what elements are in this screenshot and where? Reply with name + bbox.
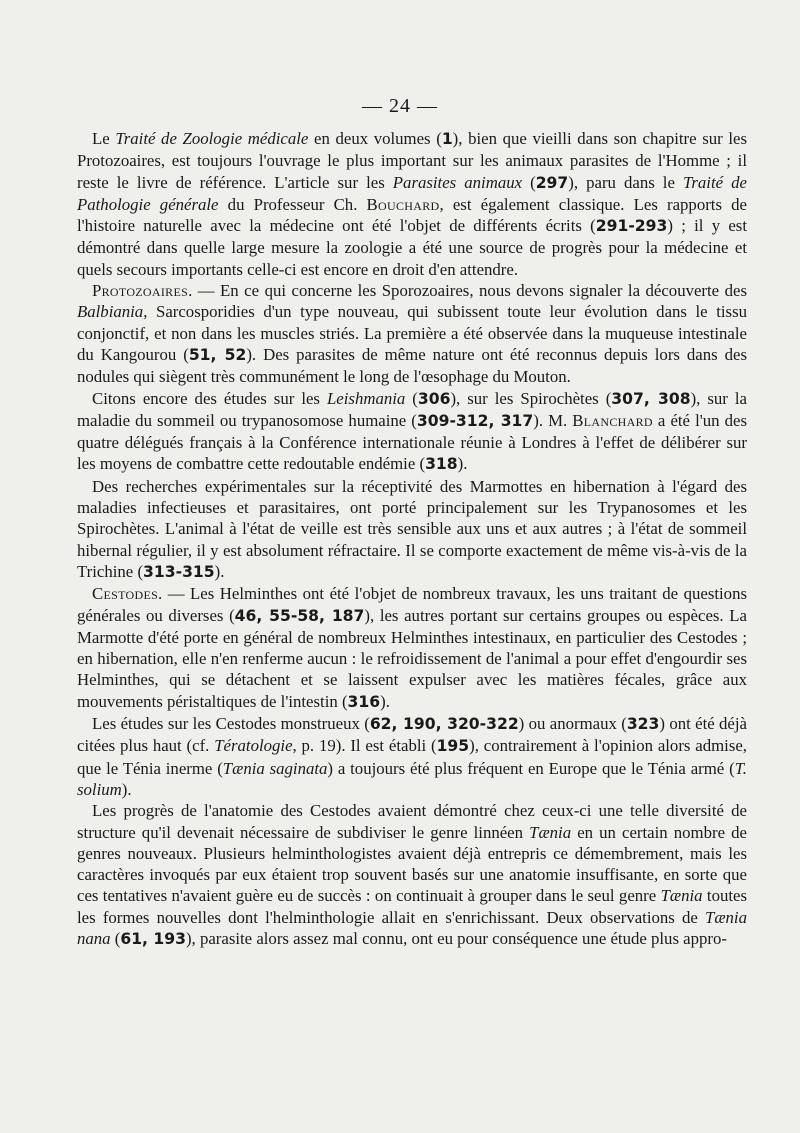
small-caps-text: Protozoaires [92,281,189,301]
paragraph-p3 [77,388,747,476]
reference-number: 195 [436,737,470,756]
text-segment: ), les autres portant sur certains groupes ou espèces. La Marmotte d'été porte en général de nombreux Helminthes intestinaux, en particulier des Cestodes ; en hibernation, elle n'en renferme aucun : le refroidissement de l'animal a pour effet d'engourdir ses Helminthes, qui se détachent et se laissent expulser avec les matières fécales, grâce aux mouvements péristaltiques de l'intestin ( [77,605,747,711]
reference-number: 297 [535,173,569,192]
text-segment: ) ; il y est démontré dans quelle large mesure la zoologie a été une source de progrès pour la médecine et quels secours importants celle-ci est encore en droit d'en attendre. [77,216,748,279]
reference-number: 62, 190, 320-322 [369,715,519,734]
reference-number: 309-312, 317 [416,411,534,430]
text-segment: ), contrairement à l'opinion alors admise, que le Ténia inerme ( [77,736,747,778]
reference-number: 323 [626,715,660,734]
text-segment: ) a toujours été plus fréquent en Europe que le Ténia armé ( [327,758,735,778]
text-segment: Citons encore des études sur les [92,388,327,408]
text-segment: Les progrès de l'anatomie des Cestodes avaient démontré chez ceux-ci une telle diversité de structure qu'il devenait nécessaire de subdiviser le genre linnéen [77,801,747,842]
italic-text: Tænia saginata [222,758,328,778]
text-segment: du Professeur Ch. [218,194,367,214]
italic-text: Parasites animaux [392,172,523,192]
text-segment: ( [110,928,121,948]
italic-text: Tænia nana [77,907,747,948]
text-segment: , est également classique. Les rapports de l'histoire naturelle avec la médecine ont été l'objet de différents écrits ( [77,194,747,236]
paragraph-p2 [77,280,747,387]
text-segment: ). Des parasites de même nature ont été reconnus depuis lors dans des nodules qui siègent très communément le long de l'œsophage du Mouton. [77,344,747,387]
text-segment: ), bien que vieilli dans son chapitre sur les Protozoaires, est toujours l'ouvrage le plus important sur les animaux parasites de l'Homme ; il reste le livre de référence. L'article sur les [77,129,747,192]
text-segment: ) ont été déjà citées plus haut (cf. [77,714,747,756]
italic-text: Traité de Pathologie générale [77,172,747,214]
small-caps-text: Bouchard [366,194,440,214]
text-segment: ), paru dans le [568,172,683,192]
italic-text: Traité de Zoologie médicale [115,129,309,148]
text-segment: ). [214,561,225,581]
reference-number: 61, 193 [120,929,186,948]
text-segment: , p. 19). Il est établi ( [292,736,437,756]
paragraph-p6 [77,713,747,800]
text-segment: ( [522,172,536,192]
reference-number: 46, 55-58, 187 [234,606,365,625]
text-segment: ) ou anormaux ( [518,714,627,734]
text-segment: . — Les Helminthes ont été l'objet de nombreux travaux, les uns traitant de questions générales ou diverses ( [77,584,747,625]
text-segment: ( [405,388,418,408]
paragraph-p7 [77,800,747,950]
text-segment: a été l'un des quatre délégués français à la Conférence internationale réunie à Londres à l'effet de délibérer sur les moyens de combattre cette redoutable endémie ( [77,410,747,474]
reference-number: 313-315 [143,562,215,581]
italic-text: Leishmania [326,388,406,408]
reference-number: 307, 308 [611,389,691,408]
italic-text: Balbiania [77,302,144,322]
reference-number: 316 [347,692,381,711]
text-segment: ). [457,454,468,474]
paragraph-p5 [77,583,747,713]
text-segment: en deux volumes ( [308,129,442,148]
text-segment: , Sarcosporidies d'un type nouveau, qui subissent toute leur évolution dans le tissu conjonctif, et non dans les muscles striés. La première a été observée dans la muqueuse intestinale du Kangourou ( [77,302,747,364]
italic-text: Tératologie [214,736,293,756]
page-number: — 24 — [362,95,438,117]
paragraph-p4 [77,476,747,583]
text-segment: en un certain nombre de genres nouveaux. Plusieurs helminthologistes avaient déjà entrepris ce démembrement, mais les caractères invoqués par eux étaient trop souvent basés sur une anatomie insuffisante, en sorte que ces tentatives n'avaient guère eu de succès : on continuait à grouper dans le seul genre [77,822,747,906]
reference-number: 1 [441,130,453,148]
body-text [77,128,747,950]
italic-text: Tænia [660,886,703,906]
text-segment: Le [92,129,116,148]
text-segment: ). [380,691,390,711]
reference-number: 51, 52 [188,345,247,364]
text-segment: ). [121,779,132,799]
italic-text: T. solium [77,758,747,799]
reference-number: 291-293 [595,217,668,236]
reference-number: 306 [417,389,451,408]
text-segment: ), sur la maladie du sommeil ou trypanosomose humaine ( [77,388,747,430]
text-segment: ), sur les Spirochètes ( [450,388,612,408]
italic-text: Tænia [529,822,572,842]
reference-number: 318 [425,455,458,474]
text-segment: Des recherches expérimentales sur la réceptivité des Marmottes en hibernation à l'égard des maladies infectieuses et parasitaires, ont porté principalement sur les Trypanosomes et les Spirochètes. L'animal à l'état de veille est très sensible aux uns et aux autres ; à l'état de sommeil hibernal régulier, il y est absolument réfractaire. Il se comporte exactement de même vis-à-vis de la Trichine ( [77,476,747,581]
text-segment: . — En ce qui concerne les Sporozoaires, nous devons signaler la découverte des [188,281,747,301]
paragraph-p1 [77,128,747,280]
small-caps-text: Cestodes [92,584,159,604]
small-caps-text: Blanchard [572,410,653,430]
text-segment: ), parasite alors assez mal connu, ont eu pour conséquence une étude plus appro- [185,928,727,948]
text-segment: toutes les formes nouvelles dont l'helminthologie allait en s'enrichissant. Deux observations de [77,886,747,927]
text-segment: ). M. [533,410,573,430]
text-segment: Les études sur les Cestodes monstrueux ( [92,714,370,734]
